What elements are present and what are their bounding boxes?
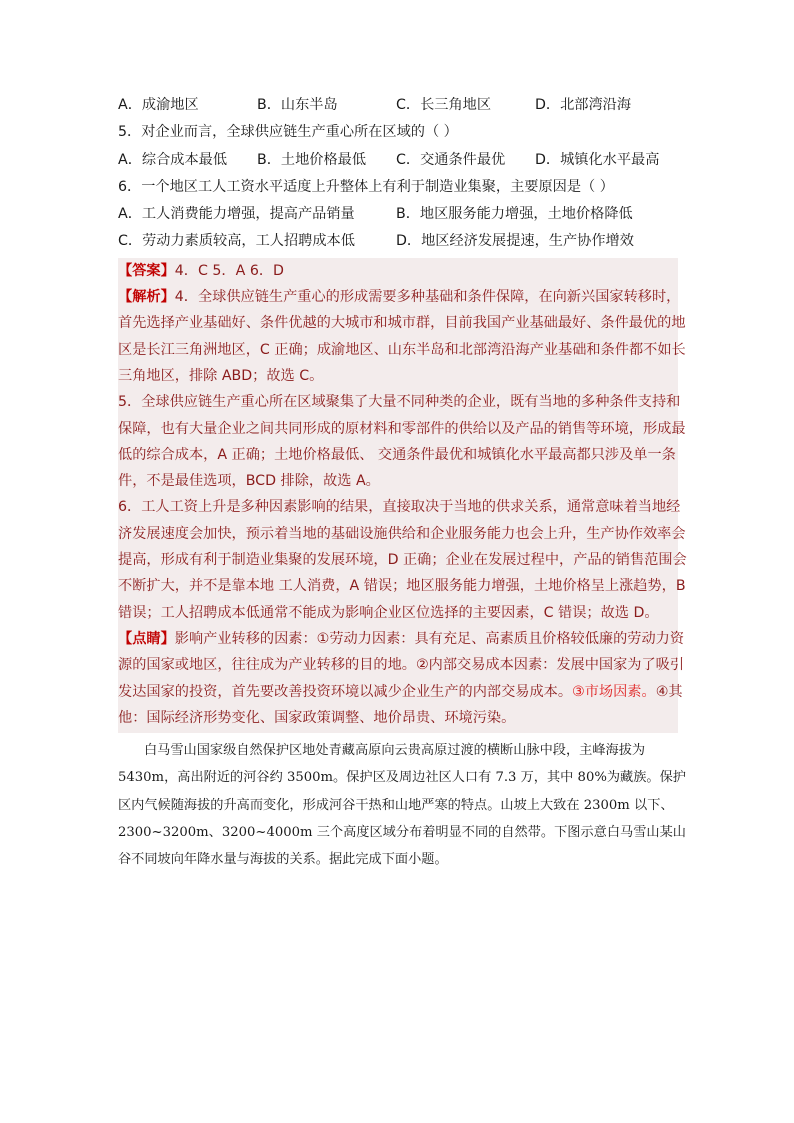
q6-option-c: C．劳动力素质较高，工人招聘成本低 [118, 233, 355, 250]
analysis-line: 件，不是最佳选项，BCD 排除，故选 A。 [118, 473, 380, 490]
q5-option-c: C．交通条件最优 [396, 151, 506, 168]
analysis-line: 首先选择产业基础好、条件优越的大城市和城市群，目前我国产业基础最好、条件最优的地 [118, 315, 686, 332]
analysis-line: 保障，也有大量企业之间共同形成的原材料和零部件的供给以及产品的销售等环境，形成最 [118, 420, 686, 437]
analysis-line: 6．工人工资上升是多种因素影响的结果，直接取决于当地的供求关系，通常意味着当地经 [118, 499, 681, 516]
analysis-line: 【解析】4．全球供应链生产重心的形成需要多种基础和条件保障，在向新兴国家转移时， [118, 289, 681, 306]
answer-text: 4．C 5．A 6．D [174, 262, 284, 279]
passage-line: 区内气候随海拔的升高而变化，形成河谷干热和山地严寒的特点。山坡上大致在 2300m 以下、 [118, 797, 674, 813]
q6-option-b: B．地区服务能力增强，土地价格降低 [396, 206, 633, 223]
passage-line: 白马雪山国家级自然保护区地处青藏高原向云贵高原过渡的横断山脉中段，主峰海拔为 [144, 743, 646, 759]
answer-line [118, 258, 678, 284]
q5-option-b: B．土地价格最低 [257, 151, 367, 168]
q5-stem: 5．对企业而言，全球供应链生产重心所在区域的（ ） [118, 124, 458, 141]
passage-line: 2300~3200m、3200~4000m 三个高度区域分布着明显不同的自然带。下图示意白马雪山某山 [118, 825, 686, 841]
analysis-line: 错误；工人招聘成本低通常不能成为影响企业区位选择的主要因素，C 错误；故选 D。 [118, 604, 659, 621]
analysis-line: 不断扩大，并不是靠本地 工人消费，A 错误；地区服务能力增强，土地价格呈上涨趋势，B [118, 578, 686, 595]
tips-line: 他：国际经济形势变化、国家政策调整、地价昂贵、环境污染。 [118, 709, 516, 726]
reading-passage [118, 737, 686, 873]
q6-option-a: A．工人消费能力增强，提高产品销量 [118, 206, 355, 223]
analysis-line: 提高，形成有利于制造业集聚的发展环境，D 正确；企业在发展过程中，产品的销售范围会 [118, 552, 687, 569]
q4-option-d: D．北部湾沿海 [535, 97, 632, 113]
q4-option-a: A．成渝地区 [118, 97, 199, 113]
analysis-line: 济发展速度会加快，预示着当地的基础设施供给和企业服务能力也会上升，生产协作效率会 [118, 525, 686, 542]
q6-options-row1 [118, 201, 678, 228]
q6-stem: 6．一个地区工人工资水平适度上升整体上有利于制造业集聚，主要原因是（ ） [118, 178, 614, 195]
tips-line: 【点睛】影响产业转移的因素：①劳动力因素：具有充足、高素质且价格较低廉的劳动力资 [118, 630, 685, 647]
document-body [118, 92, 687, 874]
q4-options [118, 92, 678, 119]
answer-analysis-block [118, 258, 687, 733]
q4-option-b: B．山东半岛 [257, 97, 338, 113]
tips-line: 发达国家的投资，首先要改善投资环境以减少企业生产的内部交易成本。③市场因素。④其 [118, 683, 683, 700]
analysis-line: 区是长江三角洲地区，C 正确；成渝地区、山东半岛和北部湾沿海产业基础和条件都不如长 [118, 341, 686, 358]
answer-tag: 【答案】 [118, 262, 175, 279]
analysis-line: 5．全球供应链生产重心所在区域聚集了大量不同种类的企业，既有当地的多种条件支持和 [118, 394, 681, 411]
analysis-line: 低的综合成本，A 正确；土地价格最低、 交通条件最优和城镇化水平最高都只涉及单一条 [118, 446, 676, 463]
q4-option-c: C．长三角地区 [396, 97, 492, 113]
q5-options [118, 147, 678, 174]
q6-option-d: D．地区经济发展提速，生产协作增效 [396, 233, 634, 250]
market-factor-highlight: ③市场因素。 [572, 683, 656, 700]
q5-option-a: A．综合成本最低 [118, 151, 228, 168]
analysis-tag: 【解析】 [118, 289, 175, 306]
analysis-line: 三角地区，排除 ABD；故选 C。 [118, 367, 324, 384]
q5-option-d: D．城镇化水平最高 [535, 151, 660, 168]
passage-line: 谷不同坡向年降水量与海拔的关系。据此完成下面小题。 [118, 852, 448, 868]
passage-line: 5430m，高出附近的河谷约 3500m。保护区及周边社区人口有 7.3 万，其中 80%为藏族。保护 [118, 770, 686, 786]
q6-options-row2 [118, 228, 678, 255]
tips-tag: 【点睛】 [118, 630, 175, 647]
tips-line: 源的国家或地区，往往成为产业转移的目的地。②内部交易成本因素：发展中国家为了吸引 [118, 657, 685, 674]
